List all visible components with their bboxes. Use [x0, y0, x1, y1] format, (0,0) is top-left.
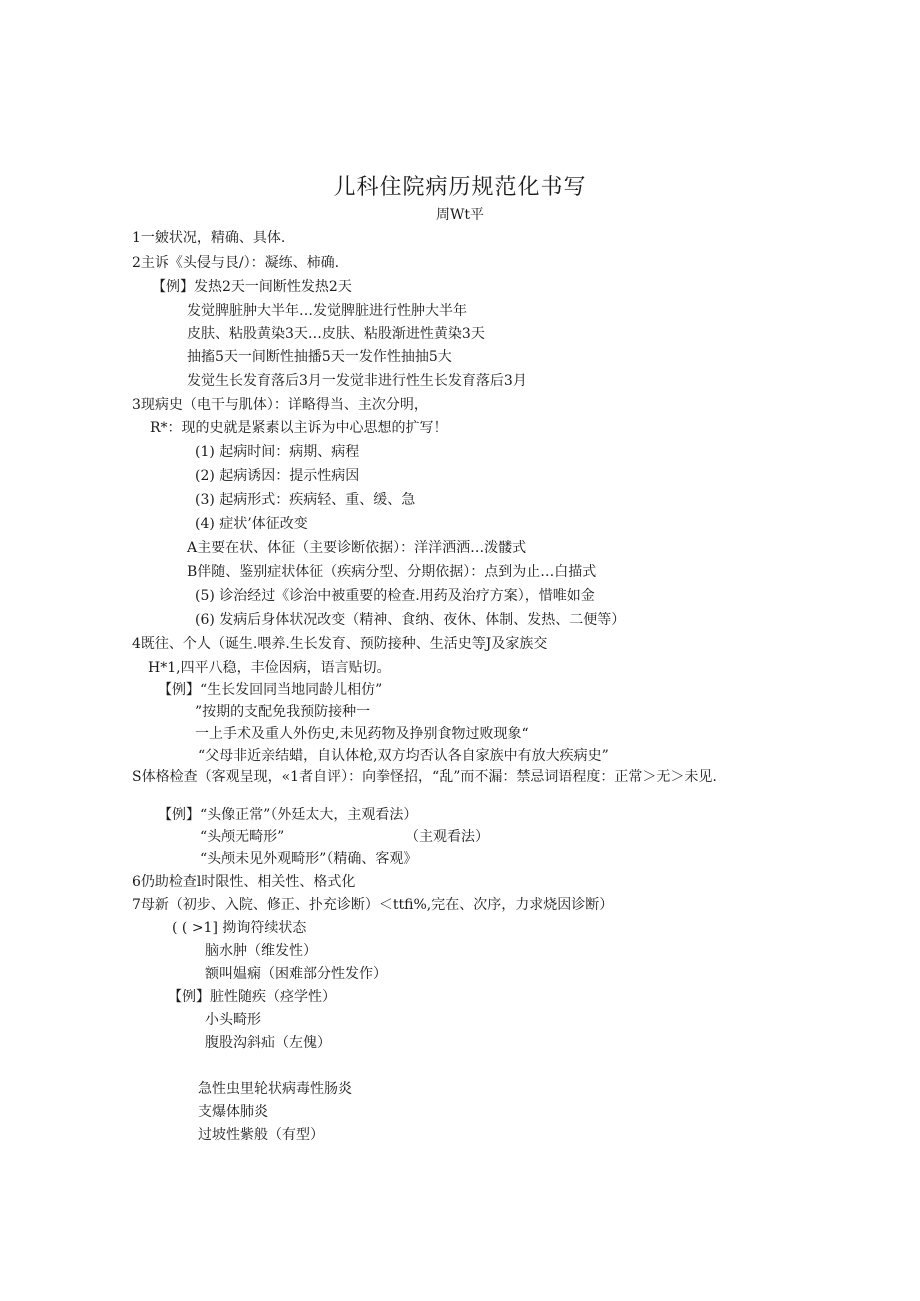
text-line: 小头畸形 — [205, 1012, 261, 1028]
text-line: “父母非近亲结蜡，自认体枪,双方均否认各自家族中有放大疾病史” — [198, 748, 609, 764]
text-line: H*1,四平八稳，丰俭因病，语言贴切。 — [148, 660, 391, 676]
text-line: 【例】发热2天一间断性发热2天 — [152, 279, 352, 295]
text-line: 一上手术及重人外伤史,未见药物及挣别食物过败现象“ — [195, 726, 529, 742]
text-line: 7母新（初步、入院、修正、扑充诊断）＜ttfi%,完在、次序，力求烧因诊断） — [132, 897, 614, 913]
text-line: “头颅未见外观畸形”（精确、客观》 — [200, 851, 418, 867]
text-line: 4既往、个人（诞生.喂养.生长发育、预防接种、生活史等J及家族交 — [132, 636, 548, 652]
text-line: ”按期的支配免我预防接种一 — [195, 704, 371, 720]
text-line: 6仍助检查l时限性、相关性、格式化 — [132, 874, 356, 890]
text-line: ( ( >1] 拗询符续状态 — [172, 920, 307, 936]
text-line: (1) 起病时间：病期、病程 — [195, 444, 360, 460]
text-line: (2) 起病诱因：提示性病因 — [195, 468, 360, 484]
text-line: 急性虫里轮状病毒性肠炎 — [198, 1081, 352, 1097]
text-line: 抽搐5天一间断性抽播5天一发作性抽抽5大 — [187, 349, 452, 365]
text-line: (3) 起病形式：疾病轻、重、缓、急 — [195, 492, 416, 508]
text-line: 【例】脏性随疾（痉学性） — [168, 989, 336, 1005]
text-line: R*：现的史就是紧素以主诉为中心思想的扩写！ — [150, 420, 448, 436]
text-line: 3现病史（电干与肌体）：详略得当、主次分明， — [132, 397, 428, 413]
text-line: (6) 发病后身体状况改变（精神、食纳、夜休、体制、发热、二便等） — [195, 612, 626, 628]
text-line: 额叫媪痫（困难部分性发作） — [205, 966, 387, 982]
text-line: “头颅无畸形” — [200, 829, 285, 845]
text-line: B伴随、鉴别症状体征（疾病分型、分期依据）：点到为止…白描式 — [187, 564, 597, 580]
text-line: 腹股沟斜疝（左傀） — [205, 1035, 331, 1051]
text-line: (4) 症状’体征改变 — [195, 516, 308, 532]
text-line: 2主诉《头侵与艮/）：凝练、柿确. — [132, 255, 340, 271]
text-line: （主观看法） — [405, 829, 489, 845]
text-line: 【例】“生长发回同当地同龄儿相仿” — [158, 682, 383, 698]
text-paragraph: S体格检查（客观呈现，«1者自评）：向拳怪招，“乱”而不漏：禁忌词语程度：正常＞无＞未见. — [132, 769, 717, 785]
text-line: 发觉脾脏肿大半年…发觉脾脏进行性肿大半年 — [187, 303, 467, 319]
text-line: (5) 诊治经过《诊治中被重要的检查.用药及治疗方案），惜唯如金 — [195, 588, 595, 604]
document-author: 周Wt平 — [435, 207, 484, 223]
document-title: 儿科住院病历规范化书写 — [333, 175, 587, 200]
text-line: 过坡性紫般（有型） — [198, 1127, 324, 1143]
text-line: 支爆体肺炎 — [198, 1104, 268, 1120]
text-line: 脑水肿（维发性） — [205, 943, 317, 959]
text-line: 1一皴状况，精确、具体. — [132, 230, 286, 246]
text-line: 【例】“头像正常”（外廷太大，主观看法） — [158, 807, 418, 823]
text-line: A主要在状、体征（主要诊断依据）：洋洋洒洒…泼髅式 — [187, 540, 527, 556]
text-line: 皮肤、粘股黄染3天…皮肤、粘股渐进性黄染3天 — [187, 326, 485, 342]
text-line: 发觉生长发育落后3月一发觉非进行性生长发育落后3月 — [187, 373, 527, 389]
